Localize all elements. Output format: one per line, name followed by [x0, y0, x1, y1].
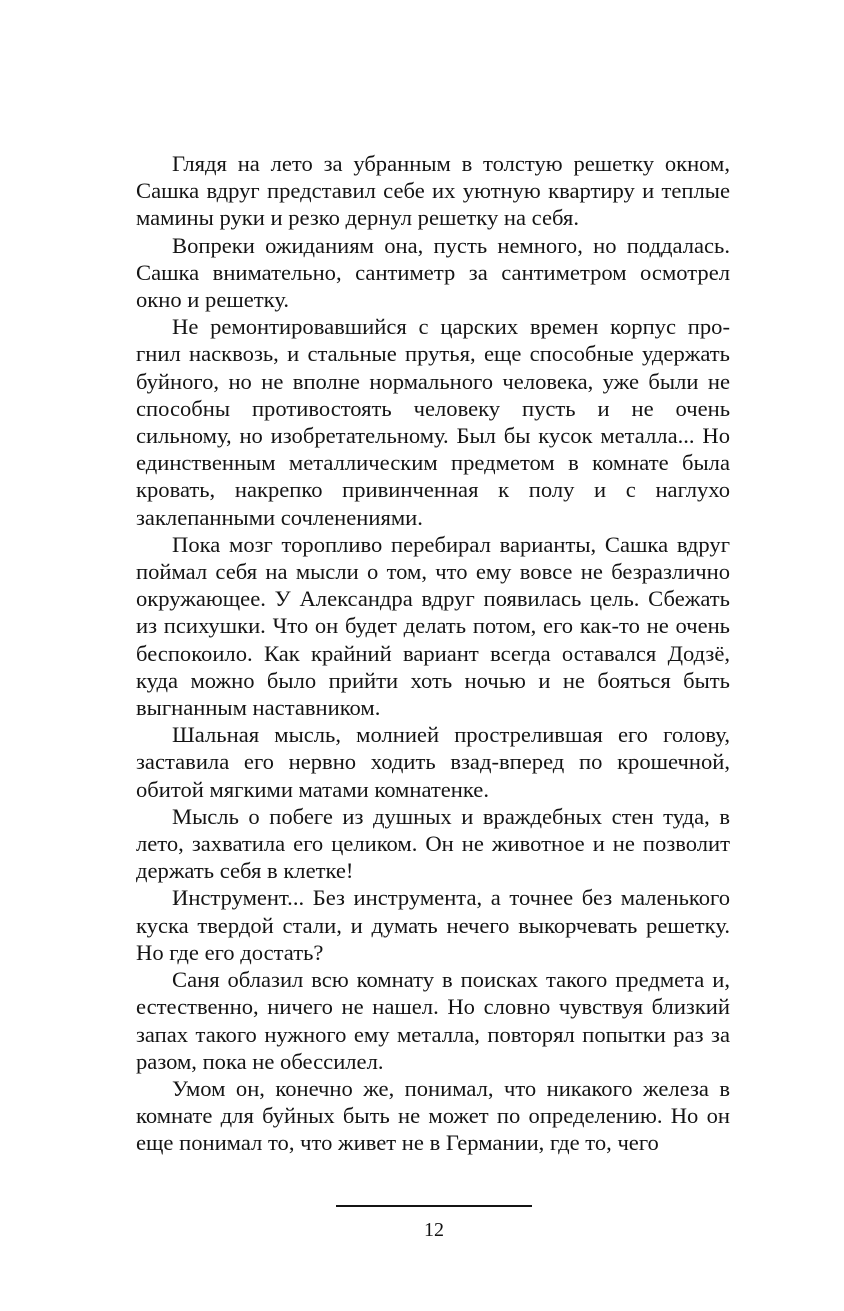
- paragraph-7: Инструмент... Без инструмента, а точнее без маленького куска твердой стали, и думать нечего выкорчевать решетку. Но где его достать?: [136, 885, 730, 965]
- paragraph-5: Шальная мысль, молнией прострелившая его голову, заставила его нервно ходить взад-вперед по крошечной, обитой мягкими матами комнатенке.: [136, 722, 730, 802]
- paragraph-9: Умом он, конечно же, понимал, что никакого железа в комнате для буйных быть не может по определению. Но он еще понимал то, что живет не в Германии, где то, чего: [136, 1075, 730, 1156]
- book-page-text: [136, 150, 730, 1157]
- paragraph-6: Мысль о побеге из душных и враждебных стен туда, в лето, захватила его целиком. Он не животное и не позволит держать себя в клетке!: [136, 803, 730, 884]
- footer-rule: [336, 1205, 532, 1207]
- paragraph-2: Вопреки ожиданиям она, пусть немного, но поддалась. Сашка внимательно, сантиметр за сантиметром осмотрел окно и решетку.: [136, 232, 730, 313]
- paragraph-8: Саня облазил всю комнату в поисках такого предмета и, естественно, ничего не нашел. Но словно чувствуя близкий запах такого нужного ему металла, повторял попытки раз за разом, пока не обессилел.: [136, 967, 730, 1074]
- paragraph-1: Глядя на лето за убранным в толстую решетку окном, Сашка вдруг представил себе их уютную квартиру и теплые мамины руки и резко дернул решетку на себя.: [136, 151, 730, 231]
- page-number: 12: [424, 1219, 444, 1241]
- paragraph-4: Пока мозг торопливо перебирал варианты, Сашка вдруг поймал себя на мысли о том, что ему вовсе не безразлично окружающее. У Александра вдруг появилась цель. Сбежать из психушки. Что он будет делать потом, его как-то не очень беспокоило. Как крайний вариант всегда оставался Додзё, куда можно было прийти хоть ночью и не бояться быть выгнанным наставником.: [136, 531, 730, 721]
- paragraph-3: Не ремонтировавшийся с царских времен корпус прогнил насквозь, и стальные прутья, еще способные удержать буйного, но не вполне нормального человека, уже были не способны противостоять человеку пусть и не очень сильному, но изобретательному. Был бы кусок металла... Но единственным металлическим предметом в комнате была кровать, накрепко привинченная к полу и с наглухо заклепанными сочленениями.: [136, 314, 730, 530]
